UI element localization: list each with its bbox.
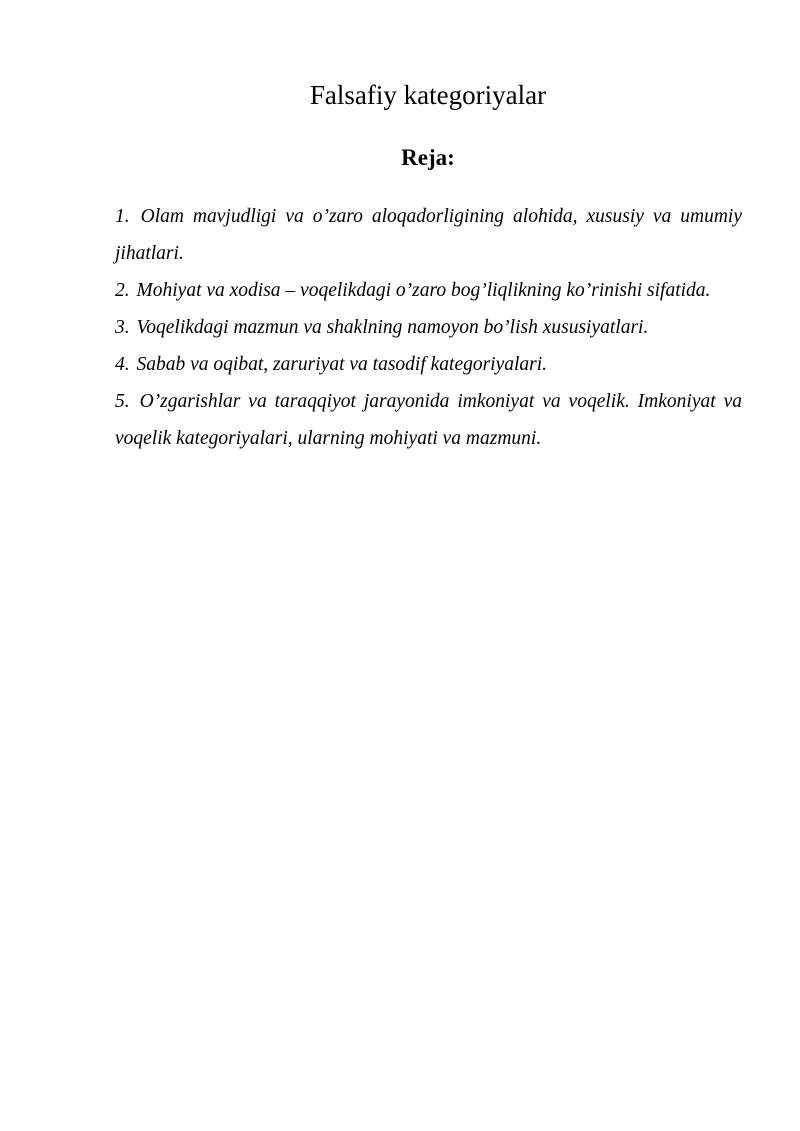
plan-item-1 (115, 198, 742, 272)
plan-item-number: 2. (115, 280, 130, 301)
plan-item-text: Olam mavjudligi va o’zaro aloqadorligining alohida, xususiy va umumiy jihatlari. (115, 206, 742, 264)
plan-item-5 (115, 383, 742, 457)
plan-item-number: 3. (115, 317, 130, 338)
plan-item-2 (115, 272, 742, 309)
plan-item-text: Mohiyat va xodisa – voqelikdagi o’zaro bog’liqlikning ko’rinishi sifatida. (136, 280, 711, 301)
plan-list (115, 198, 742, 457)
plan-item-number: 5. (115, 391, 130, 412)
plan-item-number: 1. (115, 206, 130, 227)
plan-item-text: Voqelikdagi mazmun va shaklning namoyon bo’lish xususiyatlari. (136, 317, 649, 338)
plan-item-text: O’zgarishlar va taraqqiyot jarayonida imkoniyat va voqelik. Imkoniyat va voqelik kategoriyalari, ularning mohiyati va mazmuni. (115, 391, 742, 449)
plan-item-number: 4. (115, 354, 130, 375)
plan-item-3 (115, 309, 742, 346)
plan-heading: Reja: (401, 145, 455, 170)
document-title: Falsafiy kategoriyalar (309, 80, 547, 110)
plan-item-text: Sabab va oqibat, zaruriyat va tasodif kategoriyalari. (136, 354, 548, 375)
plan-item-4 (115, 346, 742, 383)
